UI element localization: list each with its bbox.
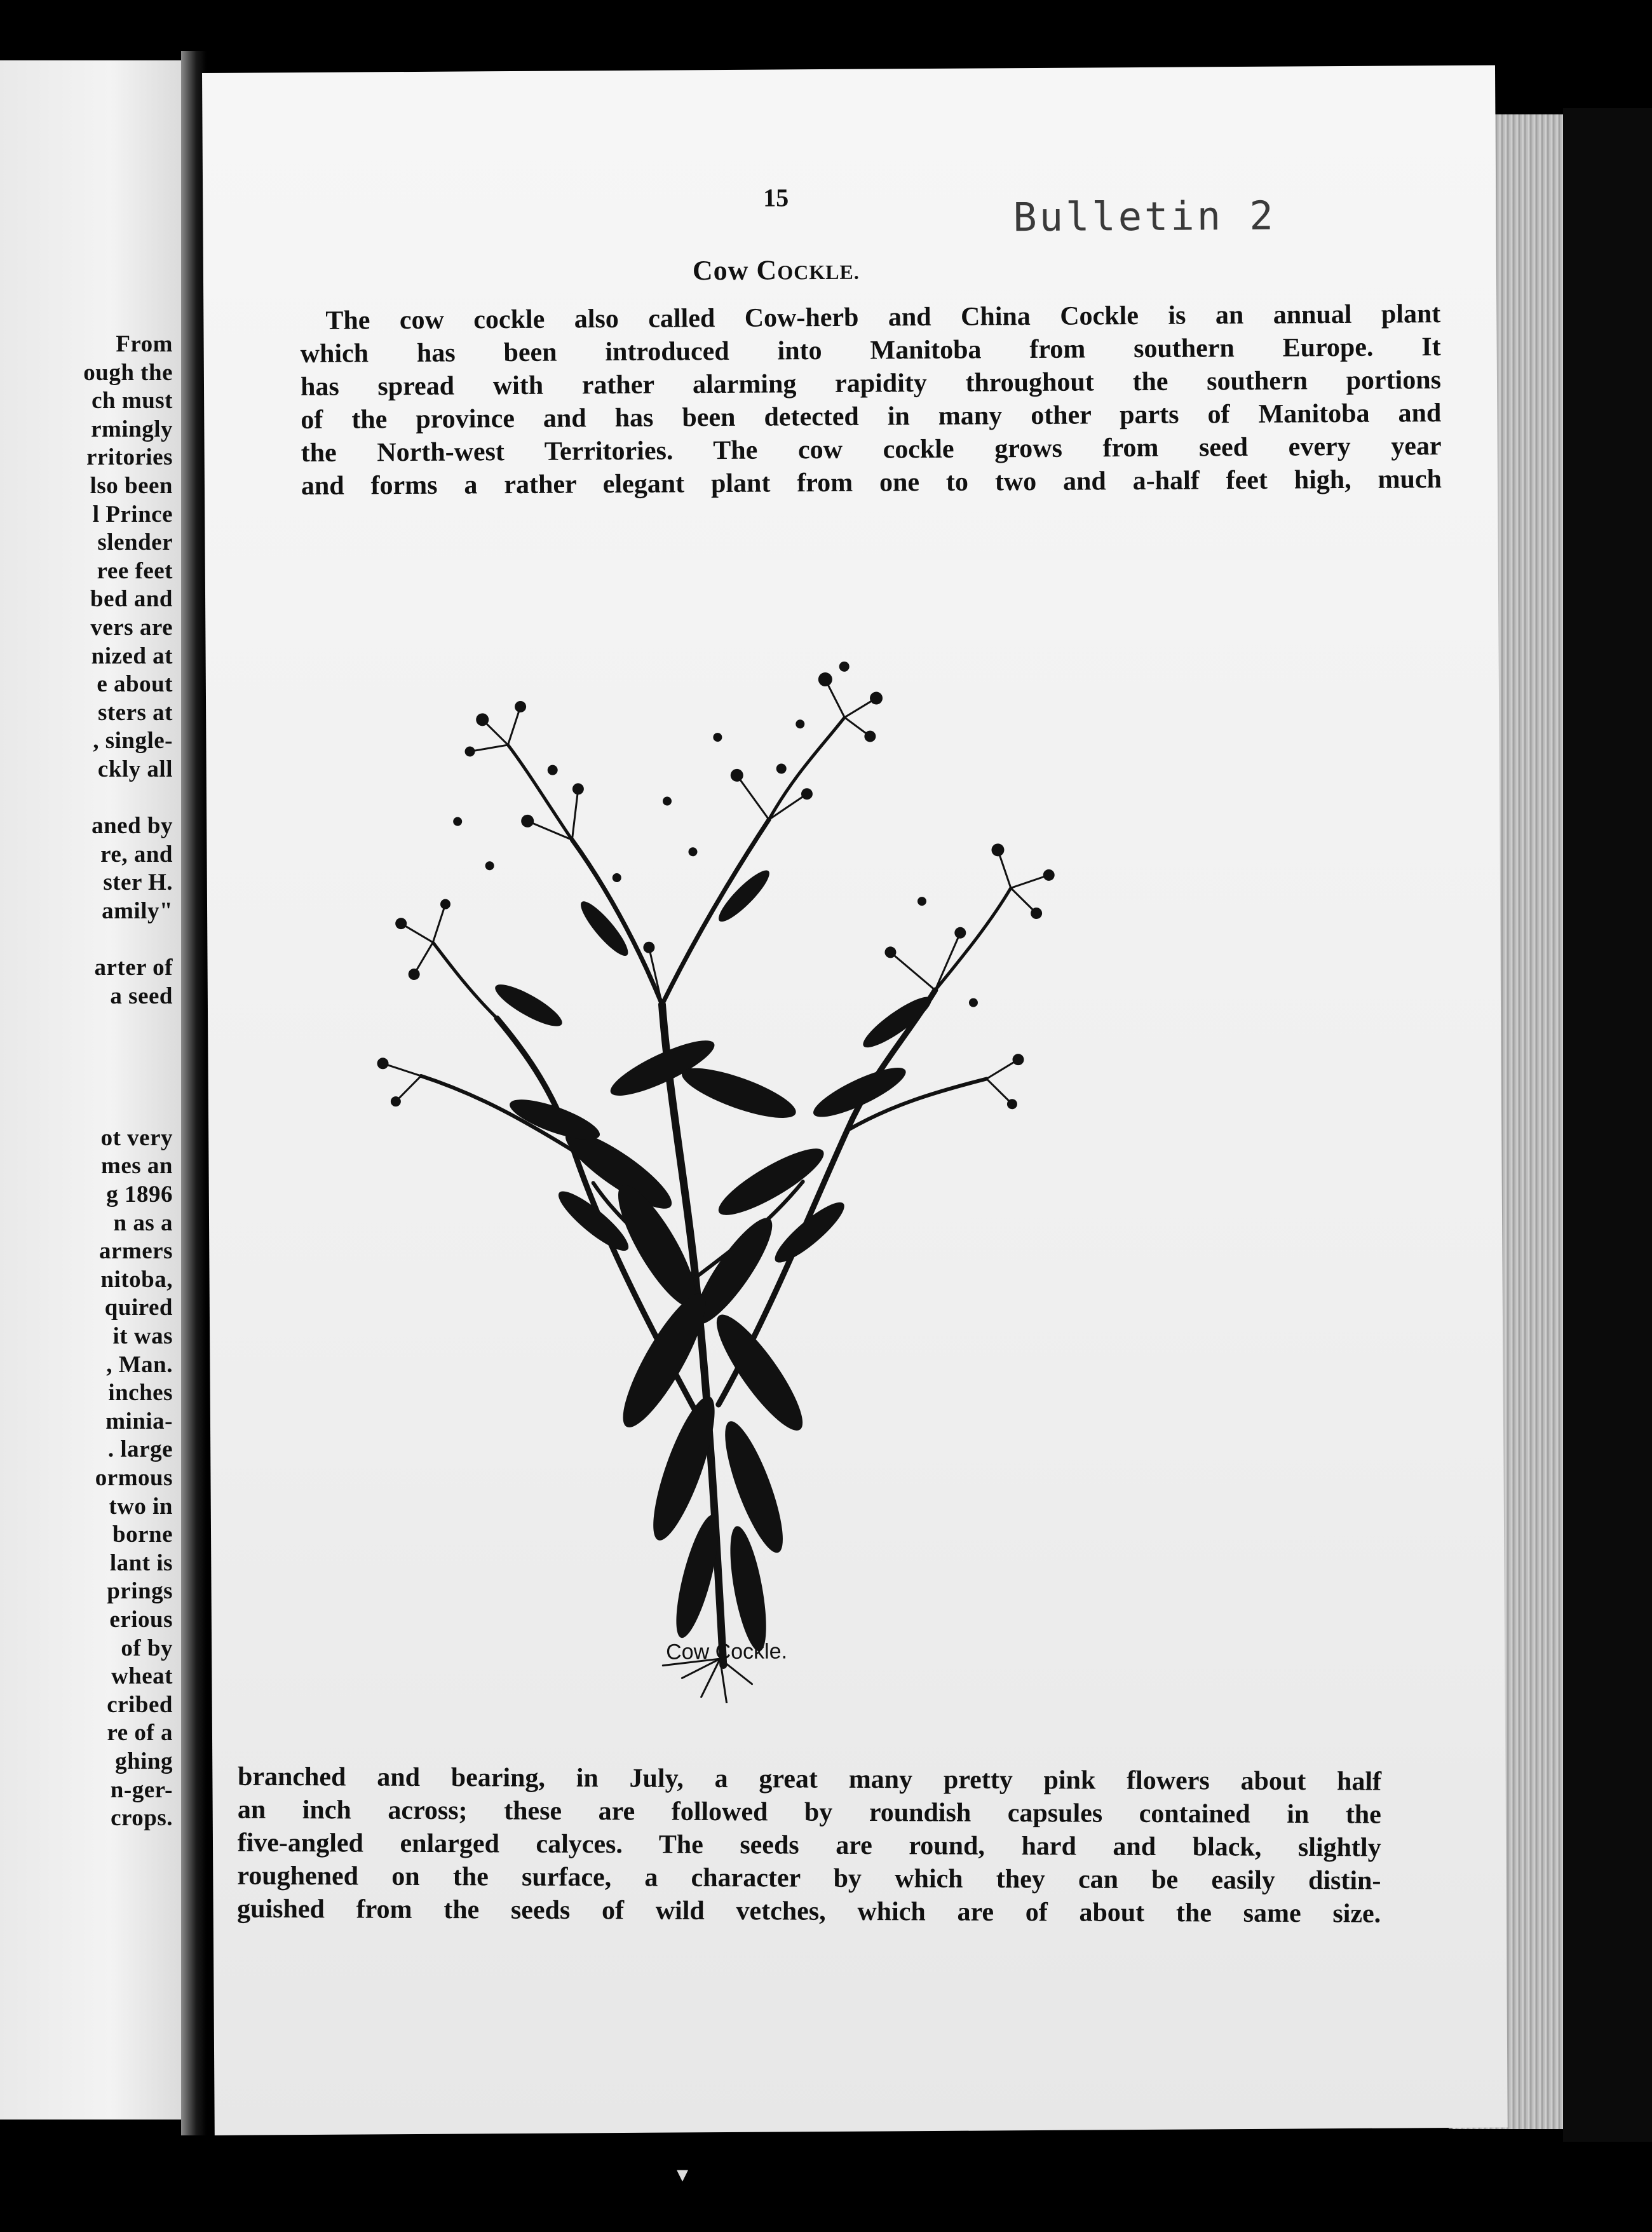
previous-page-line: quired (104, 1295, 173, 1321)
previous-page-line: ghing (115, 1748, 173, 1774)
previous-page-line: crops. (111, 1805, 173, 1832)
previous-page-line: two in (109, 1493, 173, 1520)
previous-page-line: e about (97, 671, 173, 698)
paragraph-line: and forms a rather elegant plant from one to two and a-half feet high, much (301, 465, 1442, 501)
plant-drawing (361, 608, 1082, 1706)
previous-page-line: rmingly (91, 416, 173, 442)
paragraph-line: branched and bearing, in July, a great many pretty pink flowers about half (238, 1762, 1382, 1797)
previous-page-line: wheat (111, 1663, 173, 1690)
previous-page-line: ster H. (103, 869, 173, 896)
previous-page-line: lso been (90, 473, 173, 499)
previous-page-line: slender (97, 529, 173, 556)
description-paragraph (237, 1760, 1381, 1931)
previous-page-line: erious (109, 1607, 173, 1633)
previous-page-line: amily" (102, 898, 173, 924)
previous-page-line: borne (112, 1521, 173, 1548)
book-gutter (181, 51, 207, 2135)
previous-page-line: arter of (94, 955, 173, 981)
bulletin-stamp: Bulletin 2 (1013, 192, 1276, 241)
previous-page-line: ree feet (97, 557, 173, 584)
previous-page-line: rritories (86, 444, 173, 471)
previous-page-line: sters at (97, 699, 173, 726)
paragraph-line: The cow cockle also called Cow-herb and China Cockle is an annual plant (325, 299, 1441, 336)
previous-page (0, 60, 184, 2120)
previous-page-line: of by (121, 1635, 173, 1661)
previous-page-line: minia- (105, 1408, 173, 1434)
previous-page-line: ormous (95, 1465, 173, 1491)
previous-page-line: nized at (91, 643, 173, 669)
paragraph-line: roughened on the surface, a character by which they can be easily distin- (237, 1861, 1381, 1896)
previous-page-line: ch must (91, 388, 173, 414)
paragraph-line: an inch across; these are followed by roundish capsules contained in the (237, 1795, 1381, 1830)
paragraph-line: the North-west Territories. The cow cockle grows from seed every year (301, 432, 1442, 468)
previous-page-line: , single- (93, 728, 173, 754)
scan-artifact: ▾ (677, 2161, 689, 2187)
heading-main: Cow C (692, 254, 778, 287)
previous-page-line: prings (107, 1578, 173, 1605)
previous-page-line: l Prince (92, 501, 173, 527)
article-heading (693, 254, 860, 287)
previous-page-line: . large (107, 1436, 173, 1463)
previous-page-line: nitoba, (100, 1266, 173, 1293)
paragraph-line: which has been introduced into Manitoba from southern Europe. It (300, 332, 1441, 369)
previous-page-line: a seed (110, 983, 173, 1009)
previous-page-line: cribed (107, 1691, 173, 1718)
scan-border (1563, 108, 1652, 2142)
page (202, 65, 1508, 2135)
previous-page-line: , Man. (106, 1351, 173, 1378)
previous-page-text (0, 60, 184, 2120)
previous-page-line: n as a (113, 1209, 173, 1236)
previous-page-line: ot very (100, 1124, 173, 1151)
previous-page-line: re of a (107, 1720, 173, 1746)
previous-page-line: aned by (91, 813, 173, 840)
paragraph-line: has spread with rather alarming rapidity throughout the southern portions (300, 365, 1442, 402)
previous-page-line: ckly all (97, 756, 173, 782)
previous-page-line: vers are (90, 615, 173, 641)
paragraph-line: guished from the seeds of wild vetches, which are of about the same size. (237, 1894, 1381, 1929)
previous-page-line: n-ger- (110, 1776, 173, 1803)
previous-page-line: g 1896 (106, 1181, 173, 1208)
paragraph-line: of the province and has been detected in many other parts of Manitoba and (301, 398, 1442, 435)
previous-page-line: mes an (101, 1153, 173, 1180)
previous-page-line: ough the (83, 359, 173, 386)
figure-caption: Cow Cockle. (666, 1639, 788, 1664)
heading-smallcaps: OCKLE. (777, 260, 860, 284)
previous-page-line: it was (112, 1323, 173, 1349)
previous-page-line: armers (99, 1238, 173, 1265)
cow-cockle-illustration (361, 608, 1082, 1706)
previous-page-line: inches (108, 1380, 173, 1406)
paragraph-line: five-angled enlarged calyces. The seeds are round, hard and black, slightly (237, 1828, 1381, 1863)
previous-page-line: re, and (100, 841, 173, 868)
intro-paragraph (300, 297, 1442, 503)
previous-page-line: bed and (90, 586, 173, 613)
previous-page-line: lant is (109, 1549, 173, 1576)
previous-page-line: From (116, 331, 173, 357)
page-number: 15 (763, 183, 789, 212)
